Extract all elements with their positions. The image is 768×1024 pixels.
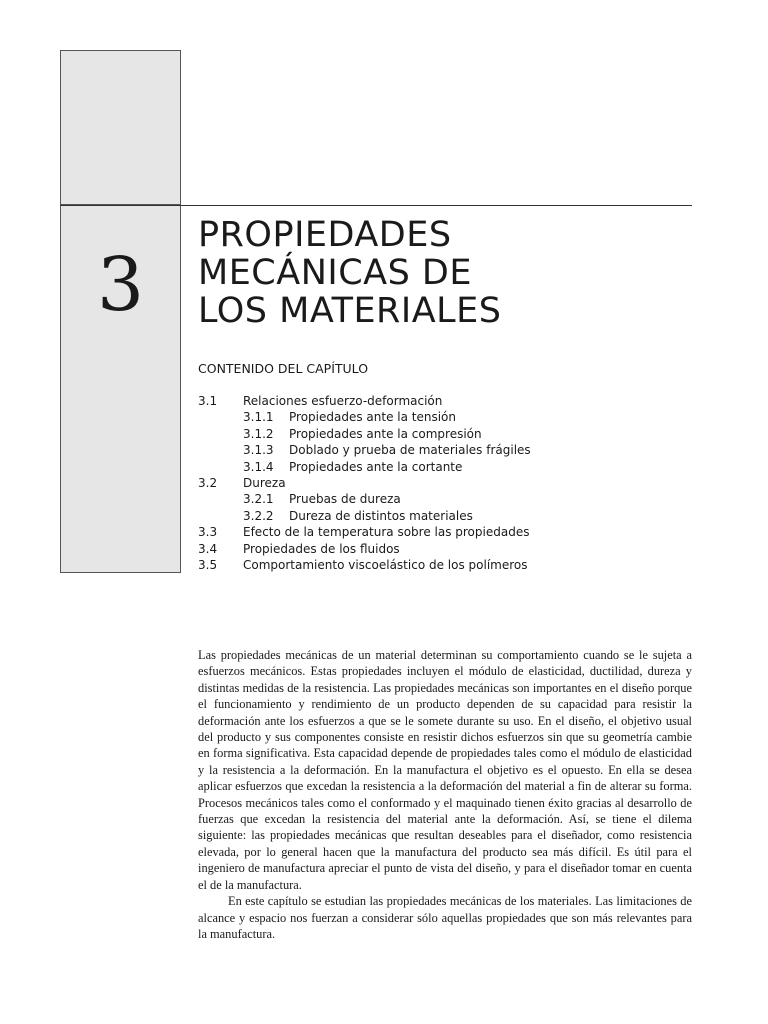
table-of-contents bbox=[198, 393, 698, 573]
toc-item-number: 3.1.3 bbox=[243, 443, 274, 458]
toc-subitem bbox=[198, 459, 698, 475]
chapter-title-line: MECÁNICAS DE bbox=[198, 253, 472, 293]
toc-item-label: Doblado y prueba de materiales frágiles bbox=[289, 443, 531, 458]
toc-item-label: Efecto de la temperatura sobre las propiedades bbox=[243, 525, 530, 540]
toc-item-number: 3.1.4 bbox=[243, 459, 274, 474]
contents-heading: CONTENIDO DEL CAPÍTULO bbox=[198, 361, 369, 376]
chapter-heading-rule bbox=[60, 205, 692, 206]
body-paragraph: En este capítulo se estudian las propiedades mecánicas de los materiales. Las limitaciones de alcance y espacio nos fuerzan a considerar sólo aquellas propiedades que son más relevantes para la manufactura. bbox=[198, 894, 692, 941]
toc-item bbox=[198, 557, 698, 573]
toc-item-label: Propiedades ante la tensión bbox=[289, 410, 456, 425]
toc-subitem bbox=[198, 426, 698, 442]
toc-item-number: 3.1 bbox=[198, 394, 218, 408]
toc-item-number: 3.1.1 bbox=[243, 410, 274, 425]
toc-subitem bbox=[198, 409, 698, 425]
toc-item-number: 3.2.2 bbox=[243, 508, 274, 523]
toc-item bbox=[198, 475, 698, 491]
toc-item-label: Pruebas de dureza bbox=[289, 492, 401, 507]
body-text bbox=[198, 647, 692, 942]
toc-subitem bbox=[198, 442, 698, 458]
toc-item-label: Propiedades ante la compresión bbox=[289, 426, 482, 441]
toc-item bbox=[198, 393, 698, 409]
toc-item-label: Relaciones esfuerzo-deformación bbox=[243, 394, 443, 408]
toc-item-number: 3.2.1 bbox=[243, 492, 274, 507]
toc-item-number: 3.1.2 bbox=[243, 426, 274, 441]
chapter-number: 3 bbox=[96, 242, 145, 328]
chapter-tab-top-panel bbox=[60, 50, 181, 205]
toc-item-number: 3.3 bbox=[198, 525, 218, 540]
toc-item-number: 3.4 bbox=[198, 541, 218, 556]
chapter-title-line: PROPIEDADES bbox=[198, 215, 452, 255]
toc-subitem bbox=[198, 491, 698, 507]
toc-item-label: Dureza bbox=[243, 475, 286, 490]
toc-item-label: Propiedades ante la cortante bbox=[289, 459, 463, 474]
toc-item-label: Propiedades de los fluidos bbox=[243, 541, 400, 556]
chapter-title bbox=[198, 216, 688, 330]
toc-item-number: 3.5 bbox=[198, 557, 218, 572]
body-paragraph: Las propiedades mecánicas de un material determinan su comportamiento cuando se le sujeta a esfuerzos mecánicos. Estas propiedades incluyen el módulo de elasticidad, ductilidad, dureza y distintas medidas de la resistencia. Las propiedades mecánicas son importantes en el diseño porque el funcionamiento y rendimiento de un producto dependen de su capacidad para resistir la deformación ante los esfuerzos a que se le somete durante su uso. En el diseño, el objetivo usual del producto y sus componentes consiste en resistir dichos esfuerzos sin que su geometría cambie en forma significativa. Esta capacidad depende de propiedades tales como el módulo de elasticidad y la resistencia a la deformación. En la manufactura el objetivo es el opuesto. En ella se desea aplicar esfuerzos que excedan la resistencia a la deformación del material a fin de alterar su forma. Procesos mecánicos tales como el conformado y el maquinado tienen éxito gracias al desarrollo de fuerzas que excedan la resistencia del material ante la deformación. Así, se tiene el dilema siguiente: las propiedades mecánicas que resultan deseables para el diseñador, como resistencia elevada, por lo general hacen que la manufactura del producto sea más difícil. Es útil para el ingeniero de manufactura apreciar el punto de vista del diseño, y para el diseñador tomar en cuenta el de la manufactura. bbox=[198, 648, 692, 892]
toc-subitem bbox=[198, 508, 698, 524]
toc-item-label: Comportamiento viscoelástico de los polímeros bbox=[243, 557, 528, 572]
toc-item-number: 3.2 bbox=[198, 475, 218, 490]
toc-item bbox=[198, 541, 698, 557]
toc-item-label: Dureza de distintos materiales bbox=[289, 508, 473, 523]
toc-item bbox=[198, 524, 698, 540]
chapter-title-line: LOS MATERIALES bbox=[198, 291, 502, 331]
